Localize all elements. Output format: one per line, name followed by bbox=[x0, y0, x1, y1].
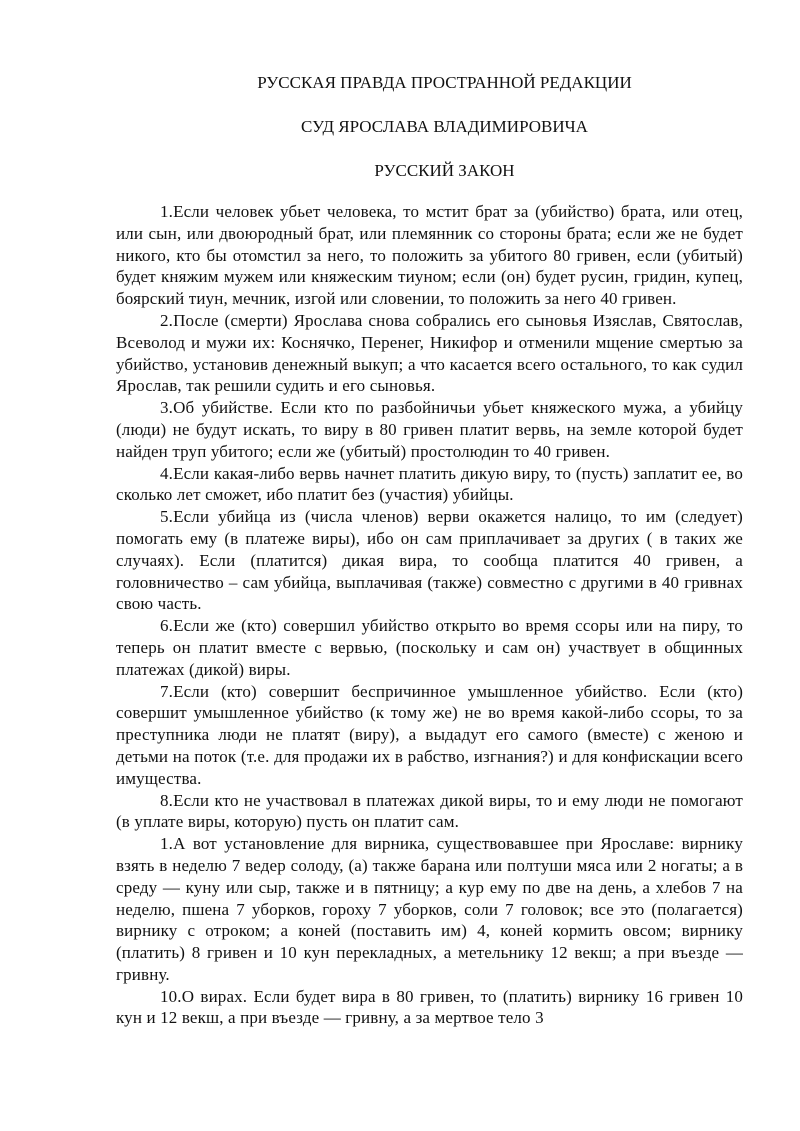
article-10 bbox=[116, 986, 743, 1030]
article-2 bbox=[116, 310, 743, 397]
article-number: 2. bbox=[160, 310, 174, 330]
article-text: Если человек убьет человека, то мстит брат за (убийство) брата, или отец, или сын, или двоюродный брат, или племянник со стороны брата; если же не будет никого, кто бы отомстил за него, то положить за убитого 80 гривен, если (убитый) будет княжим мужем или княжеским тиуном; если (он) будет русин, гридин, купец, боярский тиун, мечник, изгой или словении, то положить за него 40 гривен. bbox=[116, 202, 743, 309]
article-number: 5. bbox=[160, 507, 174, 527]
article-text: После (смерти) Ярослава снова собрались его сыновья Изяслав, Святослав, Всеволод и мужи их: Коснячко, Перенег, Никифор и отменили мщение смертью за убийство, установив денежный выкуп; а что касается всего остального, то как судил Ярослав, так решили судить и его сыновья. bbox=[116, 310, 743, 396]
document-subtitle: СУД ЯРОСЛАВА ВЛАДИМИРОВИЧА bbox=[301, 117, 588, 136]
article-number: 4. bbox=[160, 463, 174, 483]
section-heading: РУССКИЙ ЗАКОН bbox=[374, 161, 515, 180]
article-text: Если какая-либо вервь начнет платить дикую виру, то (пусть) заплатит ее, во сколько лет сможет, ибо платит без (участия) убийцы. bbox=[116, 463, 743, 505]
article-1 bbox=[116, 201, 743, 310]
article-number: 8. bbox=[160, 790, 174, 810]
article-number: 1. bbox=[160, 202, 174, 221]
articles-list bbox=[116, 201, 743, 1029]
article-text: А вот установление для вирника, существовавшее при Ярославе: вирнику взять в неделю 7 ведер солоду, (а) также барана или полтуши мяса или 2 ногаты; а в среду — куну или сыр, также и в пятницу; а кур ему по две на день, а хлебов 7 на неделю, пшена 7 уборков, гороху 7 уборков, соли 7 головок; все это (полагается) вирнику с отроком; а коней (поставить им) 4, коней кормить овсом; вирнику (платить) 8 гривен и 10 кун перекладных, а метельнику 12 векш; а при въезде — гривну. bbox=[116, 834, 743, 984]
document-page bbox=[116, 72, 743, 1029]
document-title: РУССКАЯ ПРАВДА ПРОСТРАННОЙ РЕДАКЦИИ bbox=[257, 73, 632, 92]
article-number: 7. bbox=[160, 681, 174, 701]
article-9 bbox=[116, 833, 743, 986]
article-text: Об убийстве. Если кто по разбойничьи убьет княжеского мужа, а убийцу (люди) не будут искать, то виру в 80 гривен платит вервь, на земле которой будет найден труп убитого; если же (убитый) простолюдин то 40 гривен. bbox=[116, 398, 743, 461]
article-3 bbox=[116, 397, 743, 462]
article-text: Если кто не участвовал в платежах дикой виры, то и ему люди не помогают (в уплате виры, которую) пусть он платит сам. bbox=[116, 790, 743, 832]
article-text: Если убийца из (числа членов) верви окажется налицо, то им (следует) помогать ему (в платеже виры), ибо он сам приплачивает за других ( в таких же случаях). Если (платится) дикая вира, то сообща платится 40 гривен, а головничество – сам убийца, выплачивая (также) совместно с другими в 40 гривнах свою часть. bbox=[116, 507, 743, 614]
article-6 bbox=[116, 615, 743, 680]
article-5 bbox=[116, 506, 743, 615]
article-number: 10. bbox=[160, 986, 182, 1006]
article-text: Если же (кто) совершил убийство открыто во время ссоры или на пиру, то теперь он платит вместе с вервью, (поскольку и сам он) участвует в общинных платежах (дикой) виры. bbox=[116, 616, 743, 679]
article-text: Если (кто) совершит беспричинное умышленное убийство. Если (кто) совершит умышленное убийство (к тому же) не во время какой-либо ссоры, то за преступника люди не платят (виру), а выдадут его самого (вместе) с женою и детьми на поток (т.е. для продажи их в рабство, изгнания?) и для конфискации всего имущества. bbox=[116, 681, 743, 788]
article-text: О вирах. Если будет вира в 80 гривен, то (платить) вирнику 16 гривен 10 кун и 12 векш, а при въезде — гривну, а за мертвое тело 3 bbox=[116, 986, 743, 1028]
article-8 bbox=[116, 790, 743, 834]
article-number: 3. bbox=[160, 398, 174, 418]
article-number: 1. bbox=[160, 834, 174, 854]
article-4 bbox=[116, 463, 743, 507]
article-number: 6. bbox=[160, 616, 174, 636]
article-7 bbox=[116, 681, 743, 790]
